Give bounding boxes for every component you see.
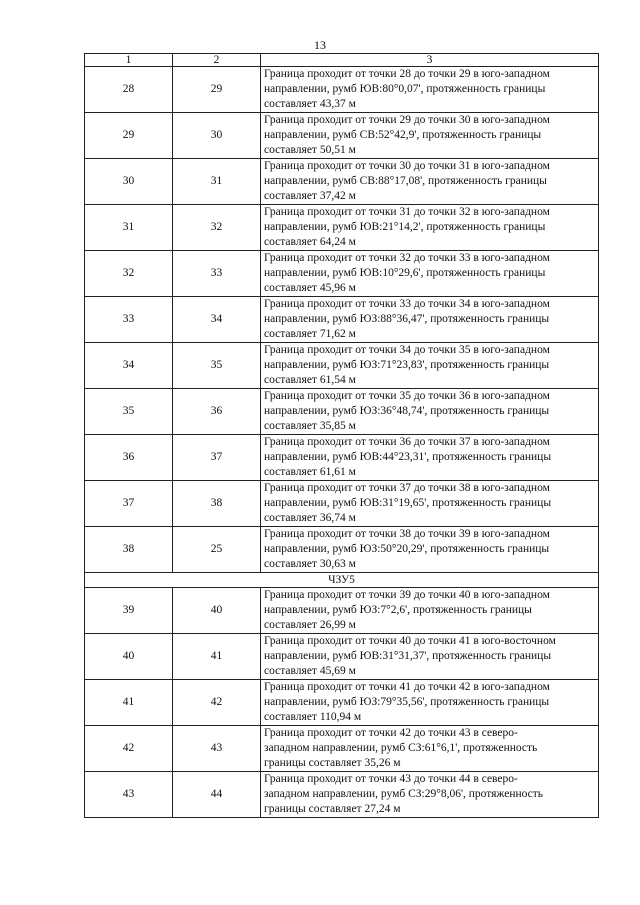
table-row xyxy=(85,588,599,634)
boundary-description-cell: Граница проходит от точки 33 до точки 34 в юго-западном направлении, румб ЮЗ:88°36,47', протяженность границы составляет 71,62 м xyxy=(261,297,599,343)
boundary-description-cell: Граница проходит от точки 28 до точки 29 в юго-западном направлении, румб ЮВ:80°0,07', протяженность границы составляет 43,37 м xyxy=(261,67,599,113)
table-row xyxy=(85,527,599,573)
page-number: 13 xyxy=(314,38,326,52)
table-row xyxy=(85,343,599,389)
to-point-cell: 41 xyxy=(173,634,261,680)
column-header-1: 1 xyxy=(85,54,173,67)
to-point-cell: 36 xyxy=(173,389,261,435)
from-point-cell: 42 xyxy=(85,726,173,772)
table-row xyxy=(85,251,599,297)
to-point-cell: 37 xyxy=(173,435,261,481)
to-point-cell: 33 xyxy=(173,251,261,297)
table-row xyxy=(85,67,599,113)
to-point-cell: 38 xyxy=(173,481,261,527)
from-point-cell: 30 xyxy=(85,159,173,205)
table-header-row xyxy=(85,54,599,67)
from-point-cell: 29 xyxy=(85,113,173,159)
from-point-cell: 43 xyxy=(85,772,173,818)
from-point-cell: 39 xyxy=(85,588,173,634)
table-row xyxy=(85,159,599,205)
to-point-cell: 31 xyxy=(173,159,261,205)
to-point-cell: 34 xyxy=(173,297,261,343)
to-point-cell: 25 xyxy=(173,527,261,573)
table-row xyxy=(85,113,599,159)
section-label: ЧЗУ5 xyxy=(85,573,599,588)
to-point-cell: 32 xyxy=(173,205,261,251)
boundary-description-cell: Граница проходит от точки 35 до точки 36 в юго-западном направлении, румб ЮЗ:36°48,74', протяженность границы составляет 35,85 м xyxy=(261,389,599,435)
table-row xyxy=(85,389,599,435)
table-row xyxy=(85,772,599,818)
boundary-description-cell: Граница проходит от точки 31 до точки 32 в юго-западном направлении, румб ЮВ:21°14,2', протяженность границы составляет 64,24 м xyxy=(261,205,599,251)
boundary-description-cell: Граница проходит от точки 38 до точки 39 в юго-западном направлении, румб ЮЗ:50°20,29', протяженность границы составляет 30,63 м xyxy=(261,527,599,573)
to-point-cell: 30 xyxy=(173,113,261,159)
from-point-cell: 35 xyxy=(85,389,173,435)
column-header-2: 2 xyxy=(173,54,261,67)
from-point-cell: 38 xyxy=(85,527,173,573)
boundary-description-cell: Граница проходит от точки 41 до точки 42 в юго-западном направлении, румб ЮЗ:79°35,56', протяженность границы составляет 110,94 м xyxy=(261,680,599,726)
from-point-cell: 32 xyxy=(85,251,173,297)
column-header-3: 3 xyxy=(261,54,599,67)
table-row xyxy=(85,435,599,481)
table-row xyxy=(85,297,599,343)
to-point-cell: 42 xyxy=(173,680,261,726)
boundary-description-cell: Граница проходит от точки 37 до точки 38 в юго-западном направлении, румб ЮВ:31°19,65', протяженность границы составляет 36,74 м xyxy=(261,481,599,527)
table-row xyxy=(85,680,599,726)
from-point-cell: 31 xyxy=(85,205,173,251)
to-point-cell: 29 xyxy=(173,67,261,113)
boundary-description-cell: Граница проходит от точки 30 до точки 31 в юго-западном направлении, румб СВ:88°17,08', протяженность границы составляет 37,42 м xyxy=(261,159,599,205)
to-point-cell: 35 xyxy=(173,343,261,389)
from-point-cell: 40 xyxy=(85,634,173,680)
boundary-description-cell: Граница проходит от точки 39 до точки 40 в юго-западном направлении, румб ЮЗ:7°2,6', протяженность границы составляет 26,99 м xyxy=(261,588,599,634)
boundary-description-cell: Граница проходит от точки 43 до точки 44 в северо- западном направлении, румб СЗ:29°8,06', протяженность границы составляет 27,24 м xyxy=(261,772,599,818)
to-point-cell: 44 xyxy=(173,772,261,818)
table-row xyxy=(85,634,599,680)
to-point-cell: 40 xyxy=(173,588,261,634)
section-header-row xyxy=(85,573,599,588)
from-point-cell: 33 xyxy=(85,297,173,343)
table-row xyxy=(85,481,599,527)
from-point-cell: 37 xyxy=(85,481,173,527)
boundary-description-cell: Граница проходит от точки 32 до точки 33 в юго-западном направлении, румб ЮВ:10°29,6', протяженность границы составляет 45,96 м xyxy=(261,251,599,297)
boundary-description-cell: Граница проходит от точки 42 до точки 43 в северо- западном направлении, румб СЗ:61°6,1', протяженность границы составляет 35,26 м xyxy=(261,726,599,772)
from-point-cell: 34 xyxy=(85,343,173,389)
from-point-cell: 41 xyxy=(85,680,173,726)
table-row xyxy=(85,205,599,251)
boundary-description-cell: Граница проходит от точки 29 до точки 30 в юго-западном направлении, румб СВ:52°42,9', протяженность границы составляет 50,51 м xyxy=(261,113,599,159)
table-row xyxy=(85,726,599,772)
from-point-cell: 28 xyxy=(85,67,173,113)
boundary-table xyxy=(84,53,599,818)
boundary-description-cell: Граница проходит от точки 40 до точки 41 в юго-восточном направлении, румб ЮВ:31°31,37', протяженность границы составляет 45,69 м xyxy=(261,634,599,680)
from-point-cell: 36 xyxy=(85,435,173,481)
to-point-cell: 43 xyxy=(173,726,261,772)
boundary-description-cell: Граница проходит от точки 34 до точки 35 в юго-западном направлении, румб ЮЗ:71°23,83', протяженность границы составляет 61,54 м xyxy=(261,343,599,389)
boundary-description-cell: Граница проходит от точки 36 до точки 37 в юго-западном направлении, румб ЮВ:44°23,31', протяженность границы составляет 61,61 м xyxy=(261,435,599,481)
